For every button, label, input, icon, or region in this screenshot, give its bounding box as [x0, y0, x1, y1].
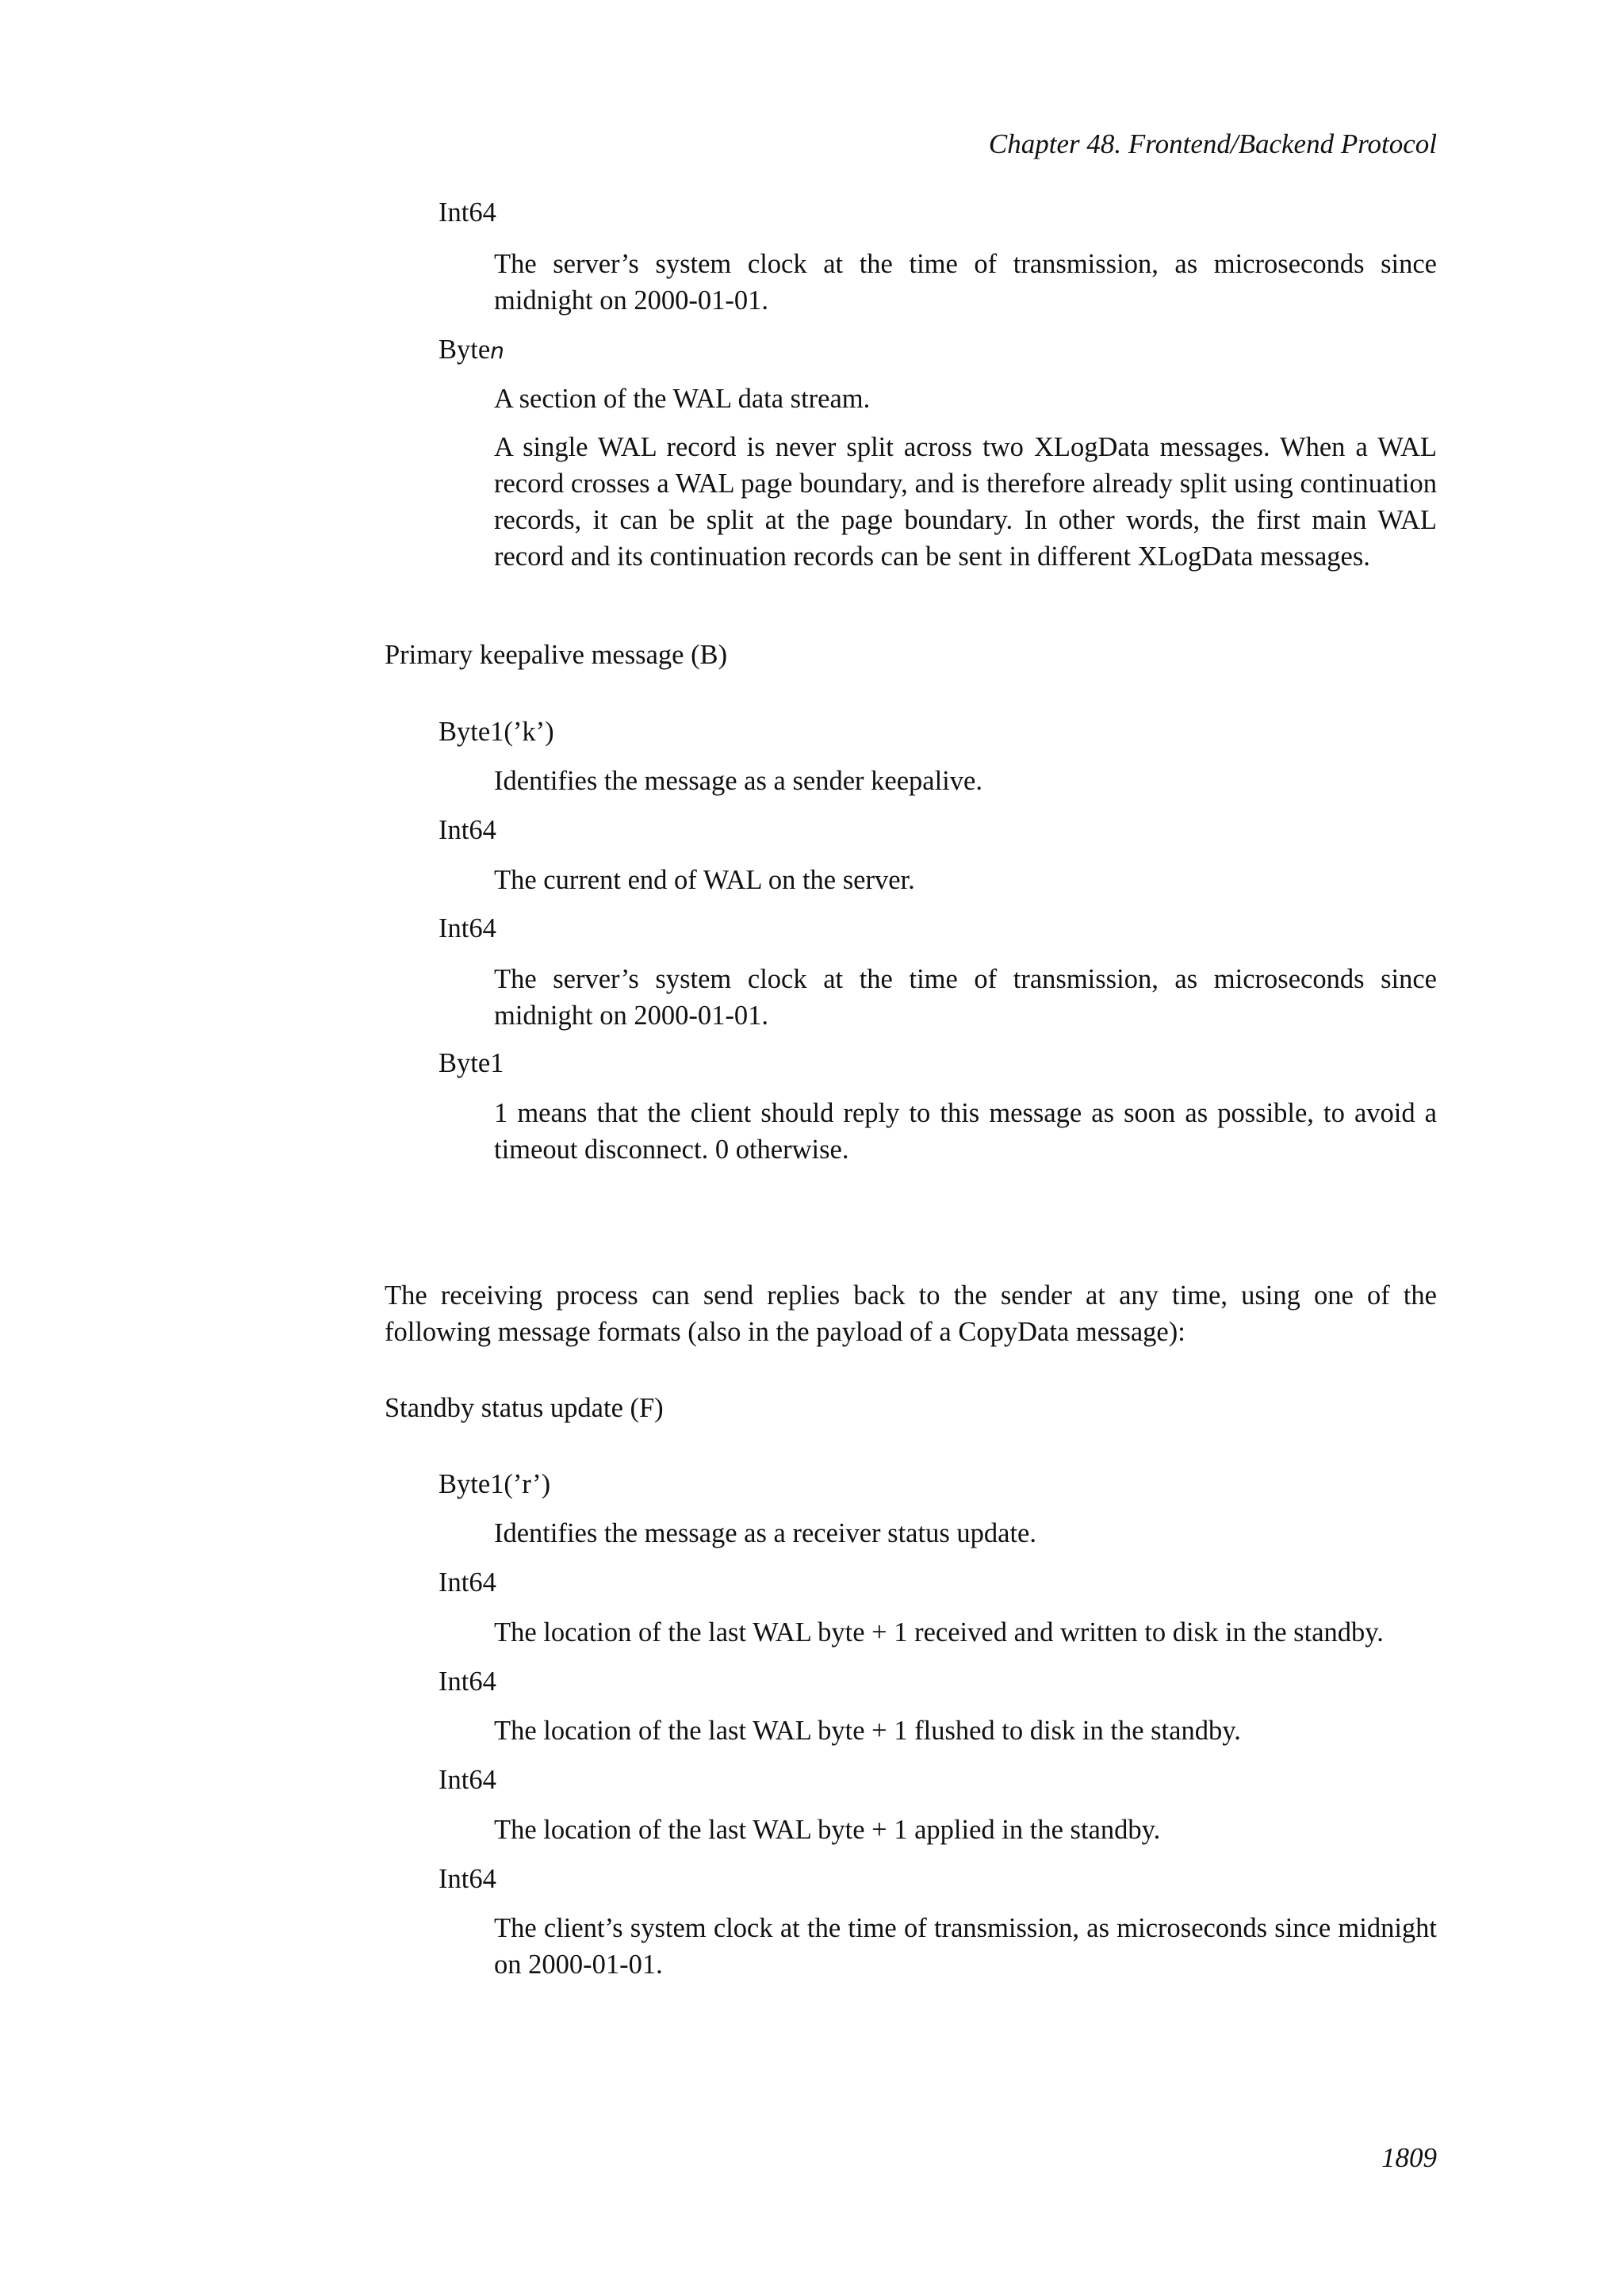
field-description: 1 means that the client should reply to this message as soon as possible, to avoid a timeout disconnect. 0 otherwise.	[494, 1098, 1437, 1165]
field-description: The current end of WAL on the server.	[494, 865, 915, 895]
body-paragraph: The receiving process can send replies back to the sender at any time, using one of the following message formats (also in the payload of a CopyData message):	[385, 1280, 1437, 1347]
running-header: Chapter 48. Frontend/Backend Protocol	[988, 128, 1437, 159]
field-description: A section of the WAL data stream.	[494, 384, 871, 414]
field-type: Byte1(’k’)	[439, 717, 554, 747]
field-type-prefix: Byte	[439, 335, 491, 365]
field-type: Int64	[439, 815, 496, 845]
field-type	[439, 331, 1311, 369]
message-heading: Standby status update (F)	[385, 1393, 664, 1423]
field-description: The location of the last WAL byte + 1 applied in the standby.	[494, 1815, 1161, 1845]
message-heading: Primary keepalive message (B)	[385, 640, 728, 670]
field-description: The client’s system clock at the time of transmission, as microseconds since midnight on 2000-01-01.	[494, 1913, 1437, 1980]
field-type: Int64	[439, 1765, 496, 1795]
field-type: Int64	[439, 1667, 496, 1697]
field-type: Byte1	[439, 1048, 504, 1078]
field-description: The server’s system clock at the time of transmission, as microseconds since midnight on 2000-01-01.	[494, 249, 1437, 316]
field-description: The server’s system clock at the time of transmission, as microseconds since midnight on 2000-01-01.	[494, 964, 1437, 1031]
field-description: Identifies the message as a receiver status update.	[494, 1518, 1036, 1548]
field-description: The location of the last WAL byte + 1 received and written to disk in the standby.	[494, 1617, 1384, 1647]
field-description: A single WAL record is never split across two XLogData messages. When a WAL record crosses a WAL page boundary, and is therefore already split using continuation records, it can be split at the page boundary. In other words, the first main WAL record and its continuation records can be sent in different XLogData messages.	[494, 432, 1437, 572]
page-number: 1809	[1381, 2142, 1437, 2173]
field-type: Int64	[439, 1567, 496, 1598]
field-type-variable: n	[490, 338, 504, 364]
field-description: Identifies the message as a sender keepalive.	[494, 766, 982, 796]
field-type: Int64	[439, 1864, 496, 1894]
field-description: The location of the last WAL byte + 1 flushed to disk in the standby.	[494, 1716, 1241, 1746]
field-type: Byte1(’r’)	[439, 1469, 551, 1499]
field-type: Int64	[439, 197, 496, 228]
field-type: Int64	[439, 913, 496, 943]
